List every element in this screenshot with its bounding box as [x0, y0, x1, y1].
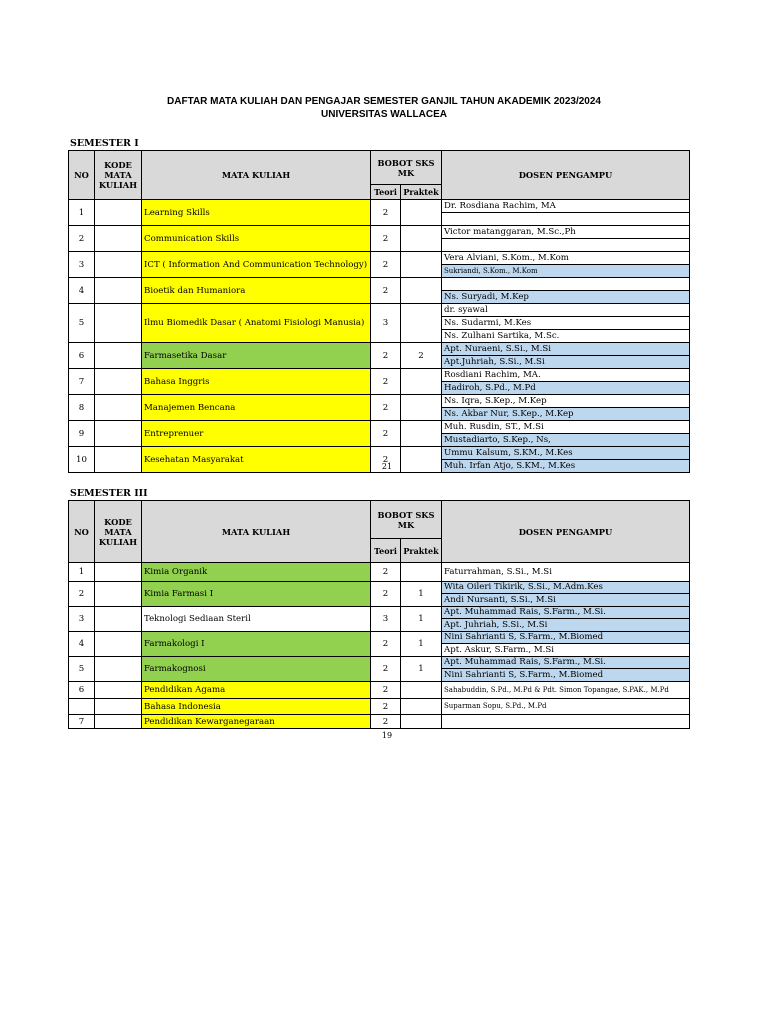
lecturer-name: Ns. Iqra, S.Kep., M.Kep: [442, 395, 689, 408]
lecturer-cell: [442, 607, 690, 632]
course-code: [95, 278, 142, 304]
sks-praktek: [401, 226, 442, 252]
row-number: 3: [69, 607, 95, 632]
header-dosen: DOSEN PENGAMPU: [442, 501, 690, 563]
header-teori: Teori: [371, 539, 401, 563]
course-code: [95, 226, 142, 252]
row-number: 7: [69, 715, 95, 729]
table-row: [69, 563, 690, 582]
sks-praktek: [401, 563, 442, 582]
header-bobot: BOBOT SKS MK: [371, 151, 442, 185]
header-bobot: BOBOT SKS MK: [371, 501, 442, 539]
course-code: [95, 682, 142, 699]
course-code: [95, 607, 142, 632]
lecturer-name: Apt. Askur, S.Farm., M.Si: [444, 645, 555, 655]
sks-praktek: 1: [401, 632, 442, 657]
table-row: [69, 343, 690, 369]
sks-praktek: 2: [401, 343, 442, 369]
header-mata-kuliah: MATA KULIAH: [142, 151, 371, 200]
course-code: [95, 699, 142, 715]
lecturer-name: Nini Sahrianti S, S.Farm., M.Biomed: [442, 669, 689, 681]
lecturer-name: Faturrahman, S.Si., M.Si: [444, 567, 552, 577]
lecturer-cell: [442, 343, 690, 369]
table-row: [69, 682, 690, 699]
sks-teori: 2: [371, 447, 401, 473]
semester3-label: SEMESTER III: [70, 488, 148, 499]
course-name: Ilmu Biomedik Dasar ( Anatomi Fisiologi Manusia): [142, 304, 371, 343]
sks-praktek: [401, 395, 442, 421]
lecturer-name: Apt. Muhammad Rais, S.Farm., M.Si.: [442, 657, 689, 669]
course-name: Bahasa Inggris: [142, 369, 371, 395]
lecturer-name: [442, 278, 689, 291]
course-code: [95, 395, 142, 421]
table-row: [69, 582, 690, 607]
lecturer-cell: [442, 200, 690, 226]
header-dosen: DOSEN PENGAMPU: [442, 151, 690, 200]
sks-teori: 2: [371, 715, 401, 729]
sks-teori: 2: [371, 343, 401, 369]
course-code: [95, 632, 142, 657]
lecturer-cell: [442, 304, 690, 343]
lecturer-cell: [442, 278, 690, 304]
sks-teori: 2: [371, 278, 401, 304]
sks-praktek: [401, 200, 442, 226]
row-number: 4: [69, 278, 95, 304]
sks-teori: 2: [371, 682, 401, 699]
course-name: Farmakognosi: [142, 657, 371, 682]
row-number: 1: [69, 563, 95, 582]
lecturer-name: Wita Oileri Tikirik, S.Si., M.Adm.Kes: [442, 582, 689, 594]
row-number: 8: [69, 395, 95, 421]
lecturer-name: Ummu Kalsum, S.KM., M.Kes: [442, 447, 689, 460]
sks-praktek: [401, 421, 442, 447]
lecturer-cell: [442, 699, 690, 715]
header-praktek: Praktek: [401, 539, 442, 563]
lecturer-name: Mustadiarto, S.Kep., Ns,: [442, 434, 689, 446]
course-name: Entreprenuer: [142, 421, 371, 447]
table-row: [69, 632, 690, 657]
lecturer-name: dr. syawal: [442, 304, 689, 317]
row-number: 6: [69, 343, 95, 369]
lecturer-name: Vera Alviani, S.Kom., M.Kom: [442, 252, 689, 265]
course-name: Farmasetika Dasar: [142, 343, 371, 369]
sks-teori: 2: [371, 563, 401, 582]
semester1-total-sks: 21: [381, 462, 393, 471]
sks-teori: 2: [371, 226, 401, 252]
sks-praktek: [401, 699, 442, 715]
course-name: Teknologi Sediaan Steril: [142, 607, 371, 632]
table-row: [69, 278, 690, 304]
lecturer-cell: [442, 582, 690, 607]
sks-praktek: [401, 252, 442, 278]
table-row: [69, 657, 690, 682]
lecturer-cell: [442, 252, 690, 278]
lecturer-name: Apt. Juhriah, S.Si., M.Si: [442, 619, 689, 631]
lecturer-name: Sahabuddin, S.Pd., M.Pd & Pdt. Simon Topangae, S.PAK., M.Pd: [444, 686, 669, 694]
lecturer-name: Ns. Suryadi, M.Kep: [442, 291, 689, 303]
lecturer-name: [442, 715, 689, 728]
lecturer-name: Dr. Rosdiana Rachim, MA: [442, 200, 689, 213]
course-code: [95, 369, 142, 395]
semester3-table: [68, 500, 690, 729]
lecturer-name: Suparman Sopu, S.Pd., M.Pd: [444, 702, 547, 710]
lecturer-name: Ns. Akbar Nur, S.Kep., M.Kep: [442, 408, 689, 420]
lecturer-name: Apt.Juhriah, S.Si., M.Si: [442, 356, 689, 368]
course-code: [95, 563, 142, 582]
sks-teori: 2: [371, 395, 401, 421]
lecturer-cell: [442, 682, 690, 699]
sks-teori: 2: [371, 632, 401, 657]
header-no: NO: [69, 501, 95, 563]
lecturer-name: Apt. Nuraeni, S.Si., M.Si: [442, 343, 689, 356]
header-teori: Teori: [371, 185, 401, 200]
header-kode: KODE MATA KULIAH: [95, 151, 142, 200]
sks-teori: 2: [371, 252, 401, 278]
header-no: NO: [69, 151, 95, 200]
sks-praktek: [401, 278, 442, 304]
row-number: 3: [69, 252, 95, 278]
row-number: 5: [69, 304, 95, 343]
sks-praktek: [401, 304, 442, 343]
course-name: Manajemen Bencana: [142, 395, 371, 421]
table-row: [69, 200, 690, 226]
lecturer-name: Rosdiani Rachim, MA.: [442, 369, 689, 382]
course-name: Farmakologi I: [142, 632, 371, 657]
doc-title-line2: UNIVERSITAS WALLACEA: [321, 109, 447, 120]
lecturer-name: Nini Sahrianti S, S.Farm., M.Biomed: [442, 632, 689, 644]
header-kode: KODE MATA KULIAH: [95, 501, 142, 563]
row-number: 9: [69, 421, 95, 447]
course-code: [95, 447, 142, 473]
row-number: [69, 699, 95, 715]
course-code: [95, 304, 142, 343]
row-number: 4: [69, 632, 95, 657]
course-name: Bioetik dan Humaniora: [142, 278, 371, 304]
sks-praktek: 1: [401, 607, 442, 632]
semester1-label: SEMESTER I: [70, 138, 139, 149]
sks-teori: 2: [371, 369, 401, 395]
sks-teori: 2: [371, 582, 401, 607]
sks-teori: 2: [371, 200, 401, 226]
course-name: Pendidikan Agama: [142, 682, 371, 699]
course-name: Bahasa Indonesia: [142, 699, 371, 715]
lecturer-cell: [442, 657, 690, 682]
table-row: [69, 715, 690, 729]
course-code: [95, 421, 142, 447]
course-name: Kimia Organik: [142, 563, 371, 582]
course-name: Kesehatan Masyarakat: [142, 447, 371, 473]
course-code: [95, 252, 142, 278]
table-row: [69, 607, 690, 632]
semester3-total-sks: 19: [381, 731, 393, 740]
course-name: Pendidikan Kewarganegaraan: [142, 715, 371, 729]
sks-teori: 2: [371, 421, 401, 447]
sks-praktek: 1: [401, 657, 442, 682]
row-number: 5: [69, 657, 95, 682]
semester1-table: [68, 150, 690, 473]
course-name: Learning Skills: [142, 200, 371, 226]
table-row: [69, 252, 690, 278]
lecturer-name: Muh. Irfan Atjo, S.KM., M.Kes: [442, 460, 689, 472]
lecturer-cell: [442, 421, 690, 447]
lecturer-name: Hadiroh, S.Pd., M.Pd: [442, 382, 689, 394]
sks-praktek: [401, 369, 442, 395]
lecturer-name: Andi Nursanti, S.Si., M.Si: [442, 594, 689, 606]
sks-praktek: [401, 715, 442, 729]
sks-teori: 2: [371, 657, 401, 682]
lecturer-cell: [442, 563, 690, 582]
sks-teori: 2: [371, 699, 401, 715]
row-number: 1: [69, 200, 95, 226]
lecturer-name: Muh. Rusdin, ST., M.Si: [442, 421, 689, 434]
row-number: 6: [69, 682, 95, 699]
lecturer-name: Ns. Zulhani Sartika, M.Sc.: [444, 331, 560, 341]
lecturer-name: Victor matanggaran, M.Sc.,Ph: [442, 226, 689, 239]
table-row: [69, 699, 690, 715]
row-number: 10: [69, 447, 95, 473]
table-row: [69, 226, 690, 252]
table-row: [69, 421, 690, 447]
course-code: [95, 715, 142, 729]
course-name: Communication Skills: [142, 226, 371, 252]
lecturer-name: Apt. Muhammad Rais, S.Farm., M.Si.: [442, 607, 689, 619]
table-row: [69, 304, 690, 343]
lecturer-name: Sukriandi, S.Kom., M.Kom: [442, 265, 689, 277]
row-number: 2: [69, 226, 95, 252]
lecturer-cell: [442, 715, 690, 729]
table-row: [69, 369, 690, 395]
lecturer-cell: [442, 369, 690, 395]
course-code: [95, 200, 142, 226]
lecturer-cell: [442, 447, 690, 473]
lecturer-name: Ns. Sudarmi, M.Kes: [442, 317, 689, 330]
lecturer-cell: [442, 632, 690, 657]
doc-title-line1: DAFTAR MATA KULIAH DAN PENGAJAR SEMESTER GANJIL TAHUN AKADEMIK 2023/2024: [167, 96, 601, 107]
course-code: [95, 582, 142, 607]
header-praktek: Praktek: [401, 185, 442, 200]
table-row: [69, 395, 690, 421]
course-name: ICT ( Information And Communication Technology): [142, 252, 371, 278]
course-code: [95, 657, 142, 682]
row-number: 2: [69, 582, 95, 607]
lecturer-name: [442, 239, 689, 251]
sks-praktek: [401, 682, 442, 699]
sks-teori: 3: [371, 304, 401, 343]
header-mata-kuliah: MATA KULIAH: [142, 501, 371, 563]
lecturer-name: [442, 213, 689, 225]
row-number: 7: [69, 369, 95, 395]
sks-praktek: 1: [401, 582, 442, 607]
lecturer-cell: [442, 395, 690, 421]
course-code: [95, 343, 142, 369]
sks-teori: 3: [371, 607, 401, 632]
course-name: Kimia Farmasi I: [142, 582, 371, 607]
lecturer-cell: [442, 226, 690, 252]
